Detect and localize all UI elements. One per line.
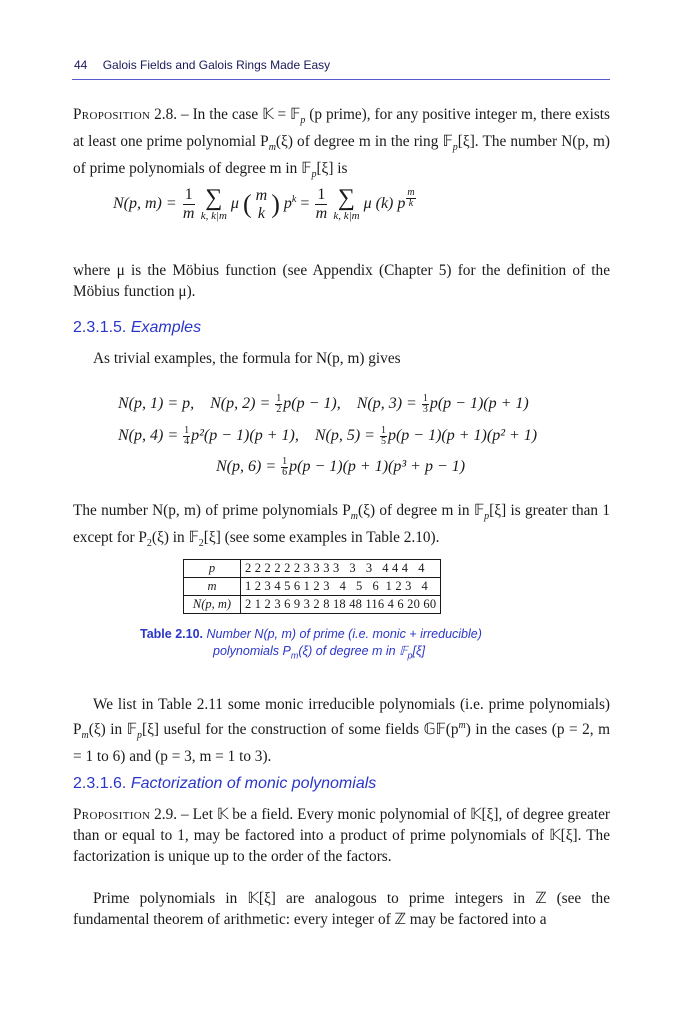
caption-text: polynomials P: [213, 644, 291, 658]
row-head: p: [184, 560, 241, 578]
text: (ξ) in 𝔽: [88, 721, 137, 739]
sub: m: [350, 511, 359, 523]
mobius-paragraph: where μ is the Möbius function (see Appendix (Chapter 5) for the definition of the Möbius function μ).: [73, 262, 610, 300]
den: 3: [422, 404, 428, 415]
frac-1-m-2: [315, 186, 327, 223]
p: p: [283, 195, 292, 213]
proposition-number: 2.9.: [154, 806, 178, 823]
prime-analogy-paragraph: Prime polynomials in 𝕂[ξ] are analogous to prime integers in ℤ (see the fundamental theorem of arithmetic: every integer of ℤ may be factored into a: [73, 890, 610, 928]
text: (ξ) of degree m in 𝔽: [358, 502, 485, 519]
eq-n4: N(p, 4) =: [118, 427, 179, 445]
examples-line-3: [216, 457, 465, 478]
running-title: Galois Fields and Galois Rings Made Easy: [102, 58, 331, 72]
sum-1: ∑ k, k|m: [200, 185, 227, 222]
prop-text: [ξ] is: [316, 160, 348, 178]
prop-text: The number N(p, m) of prime polynomials of degree m in 𝔽: [73, 133, 610, 178]
frac: [380, 426, 387, 447]
mu: μ: [230, 195, 239, 213]
eq-n6: N(p, 6) =: [216, 458, 277, 476]
den: k: [257, 204, 265, 222]
num: 1: [276, 393, 282, 404]
proposition-label: Proposition: [73, 806, 151, 823]
den: m: [315, 205, 328, 222]
row-cells: 2 2 2 2 2 2 3 3 3 3 3 3 4 4 4 4: [241, 560, 441, 578]
page-number: 44: [74, 58, 88, 72]
eq-n3b: p(p − 1)(p + 1): [429, 395, 529, 413]
eq-n5b: p(p − 1)(p + 1)(p² + 1): [387, 427, 538, 445]
caption-label: Table 2.10.: [140, 627, 203, 641]
eq-n2b: p(p − 1),: [283, 395, 341, 413]
examples-line-1: [118, 394, 529, 415]
row-cells: 2 1 2 3 6 9 3 2 8 18 48 116 4 6 20 60: [241, 596, 441, 614]
den: k: [408, 198, 414, 210]
sub: p: [407, 650, 413, 661]
running-header: [74, 58, 330, 72]
den: m: [182, 205, 195, 222]
proposition-number: 2.8.: [154, 106, 178, 123]
table-row: [184, 560, 441, 578]
sub: 2: [198, 538, 204, 550]
proposition-text: – Let 𝕂 be a field. Every monic polynomial of 𝕂[ξ], of degree greater than or equal to 1, may be factored into a product of prime polynomials of 𝕂[ξ]. The factorization is unique up to the order of the factors.: [73, 806, 610, 865]
frac: [275, 394, 282, 415]
sub: m: [268, 142, 276, 154]
frac-1-m: [183, 186, 195, 223]
num: 1: [282, 456, 288, 467]
sum-sub: k, k|m: [333, 210, 360, 222]
num: m: [255, 186, 268, 204]
caption-text: Number N(p, m) of prime (i.e. monic + irreducible): [206, 627, 482, 641]
den: 4: [184, 436, 190, 447]
header-rule: [72, 79, 610, 80]
table-row: [184, 596, 441, 614]
row-head: N(p, m): [184, 596, 241, 614]
table-row: [184, 578, 441, 596]
exp-frac: [406, 188, 415, 209]
row-head: m: [184, 578, 241, 596]
section-number: 2.3.1.6.: [73, 775, 127, 792]
eq-n2: N(p, 2) =: [210, 395, 271, 413]
proposition-label: Proposition: [73, 106, 151, 123]
row-cells: 1 2 3 4 5 6 1 2 3 4 5 6 1 2 3 4: [241, 578, 441, 596]
section-title: Factorization of monic polynomials: [130, 775, 377, 792]
caption-line-2: [140, 643, 540, 665]
formula-lhs: N(p, m) =: [113, 195, 177, 213]
num: 1: [380, 425, 386, 436]
number-paragraph: [73, 500, 610, 554]
den: 5: [380, 436, 386, 447]
eq-n3: N(p, 3) =: [356, 395, 417, 413]
sub: p: [136, 730, 142, 742]
text: [ξ] useful for the construction of some fields 𝔾𝔽(p: [141, 721, 459, 739]
sub: m: [290, 650, 299, 661]
mu-k-p: μ (k) p: [363, 195, 406, 213]
eq-n6b: p(p − 1)(p + 1)(p³ + p − 1): [289, 458, 466, 476]
sub: p: [452, 142, 458, 154]
sup: m: [458, 720, 466, 731]
frac: [183, 426, 190, 447]
prop-text: – In the case 𝕂 = 𝔽: [181, 106, 301, 123]
text: We list in Table 2.11 some monic irreducible polynomials (i.e. prime polynomials) P: [73, 696, 610, 739]
eq: =: [300, 195, 310, 213]
formula-N-p-m: N(p, m) = $\frac{1}{m}$ ∑ k, k|m μ ( m k ) $p^k$ = $\frac{1}{m}$ ∑ k, k|m μ (k) p $^{\frac{m}{k}}$: [113, 185, 415, 222]
table-caption: [140, 626, 540, 665]
caption-text: [ξ]: [412, 644, 426, 658]
text: The number N(p, m) of prime polynomials P: [73, 502, 351, 519]
text: (ξ) in 𝔽: [151, 529, 199, 547]
table-2-11-paragraph: [73, 694, 610, 767]
caption-text: (ξ) of degree m in 𝔽: [298, 644, 408, 658]
frac: [422, 394, 429, 415]
sub: 2: [146, 538, 152, 550]
num: 1: [184, 186, 193, 203]
sub: p: [311, 169, 317, 181]
prop-text: (ξ) of degree m in the ring 𝔽: [275, 133, 453, 151]
text: [ξ] (see some examples in Table 2.10).: [203, 529, 440, 547]
prop-text: (p prime), for any positive integer m,: [309, 106, 537, 123]
trivial-intro: As trivial examples, the formula for N(p, m) gives: [93, 350, 401, 367]
proposition-2-9: [73, 804, 610, 867]
text: [ξ] is greater than 1 except for P: [73, 502, 611, 547]
section-2-3-1-5: [73, 319, 201, 337]
num: 1: [184, 425, 190, 436]
num: m: [407, 187, 415, 199]
den: 6: [282, 467, 288, 478]
table-2-10: [183, 559, 441, 614]
sub: p: [484, 511, 490, 523]
num: 1: [422, 393, 428, 404]
frac-m-k: [254, 187, 270, 223]
eq-n1: N(p, 1) = p,: [118, 395, 195, 413]
num: 1: [317, 186, 326, 203]
section-title: Examples: [130, 319, 202, 336]
section-2-3-1-6: [73, 775, 376, 793]
eq-n5: N(p, 5) =: [314, 427, 375, 445]
text: ) in the cases (p = 2, m = 1 to 6) and (p = 3, m = 1 to 3).: [73, 721, 611, 766]
proposition-2-8: Proposition 2.8. – In the case 𝕂 = 𝔽$_p$ (p prime), for any positive integer m, there exists at least one prime polynomial $P_m(\xi)$ of degree m in the ring 𝔽$_p$[ξ]. The number N(p, m) of prime polynomials of degree m in 𝔽$_p$[ξ] is: [73, 106, 610, 181]
examples-line-2: [118, 426, 537, 447]
section-number: 2.3.1.5.: [73, 319, 127, 336]
frac: [281, 457, 288, 478]
k: k: [291, 193, 297, 205]
eq-n4b: p²(p − 1)(p + 1),: [191, 427, 299, 445]
sum-sub: k, k|m: [200, 210, 227, 222]
sub: m: [81, 730, 89, 742]
sub: p: [300, 115, 306, 127]
prop-text: there exists at least one prime polynomial P: [73, 106, 610, 151]
den: 2: [276, 404, 282, 415]
sum-2: ∑ k, k|m: [333, 185, 360, 222]
